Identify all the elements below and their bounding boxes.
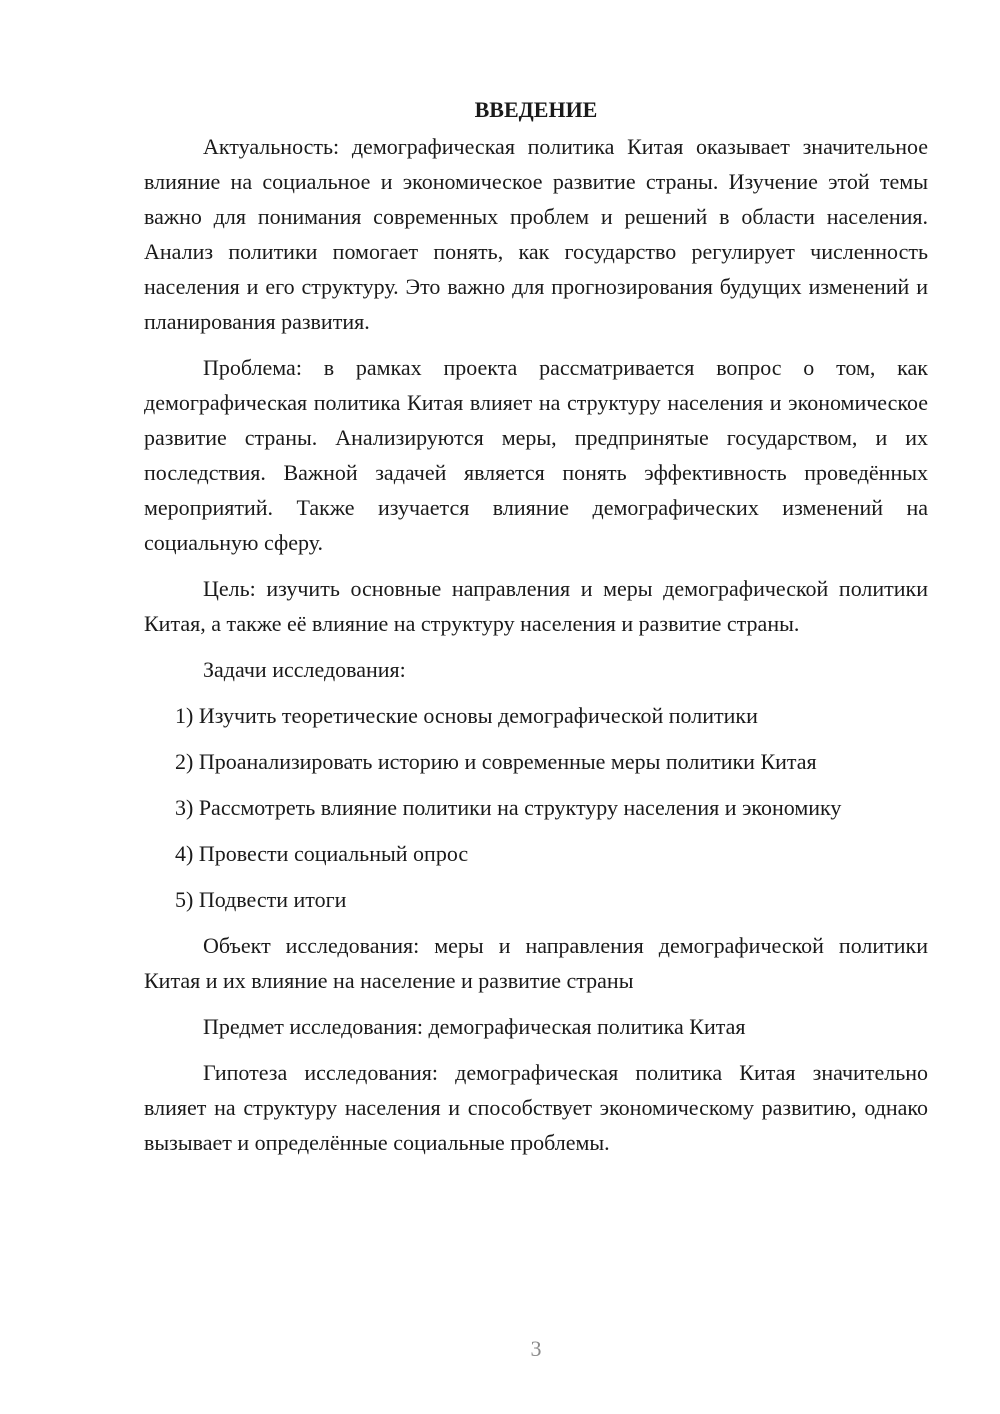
list-item: 2) Проанализировать историю и современные меры политики Китая [175, 749, 817, 774]
subject-paragraph: Предмет исследования: демографическая политика Китая [203, 1014, 746, 1039]
tasks-list [144, 698, 928, 917]
list-item: 4) Провести социальный опрос [175, 841, 469, 866]
page-number: 3 [530, 1336, 542, 1361]
object-paragraph: Объект исследования: меры и направления демографической политики Китая и их влияние на население и развитие страны [144, 933, 928, 993]
list-item: 5) Подвести итоги [175, 887, 347, 912]
list-item: 3) Рассмотреть влияние политики на структуру населения и экономику [175, 795, 842, 820]
tasks-title: Задачи исследования: [203, 657, 406, 682]
problem-paragraph: Проблема: в рамках проекта рассматривается вопрос о том, как демографическая политика Китая влияет на структуру населения и экономическое развитие страны. Анализируются меры, предпринятые государством, и их последствия. Важной задачей является понять эффективность проведённых мероприятий. Также изучается влияние демографических изменений на социальную сферу. [144, 355, 928, 555]
relevance-paragraph: Актуальность: демографическая политика Китая оказывает значительное влияние на социальное и экономическое развитие страны. Изучение этой темы важно для понимания современных проблем и решений в области населения. Анализ политики помогает понять, как государство регулирует численность населения и его структуру. Это важно для прогнозирования будущих изменений и планирования развития. [144, 134, 928, 334]
hypothesis-paragraph: Гипотеза исследования: демографическая политика Китая значительно влияет на структуру населения и способствует экономическому развитию, однако вызывает и определённые социальные проблемы. [144, 1060, 928, 1155]
section-heading: ВВЕДЕНИЕ [474, 97, 598, 122]
list-item: 1) Изучить теоретические основы демографической политики [175, 703, 758, 728]
goal-paragraph: Цель: изучить основные направления и меры демографической политики Китая, а также её влияние на структуру населения и развитие страны. [144, 576, 928, 636]
page-body [144, 92, 928, 1160]
